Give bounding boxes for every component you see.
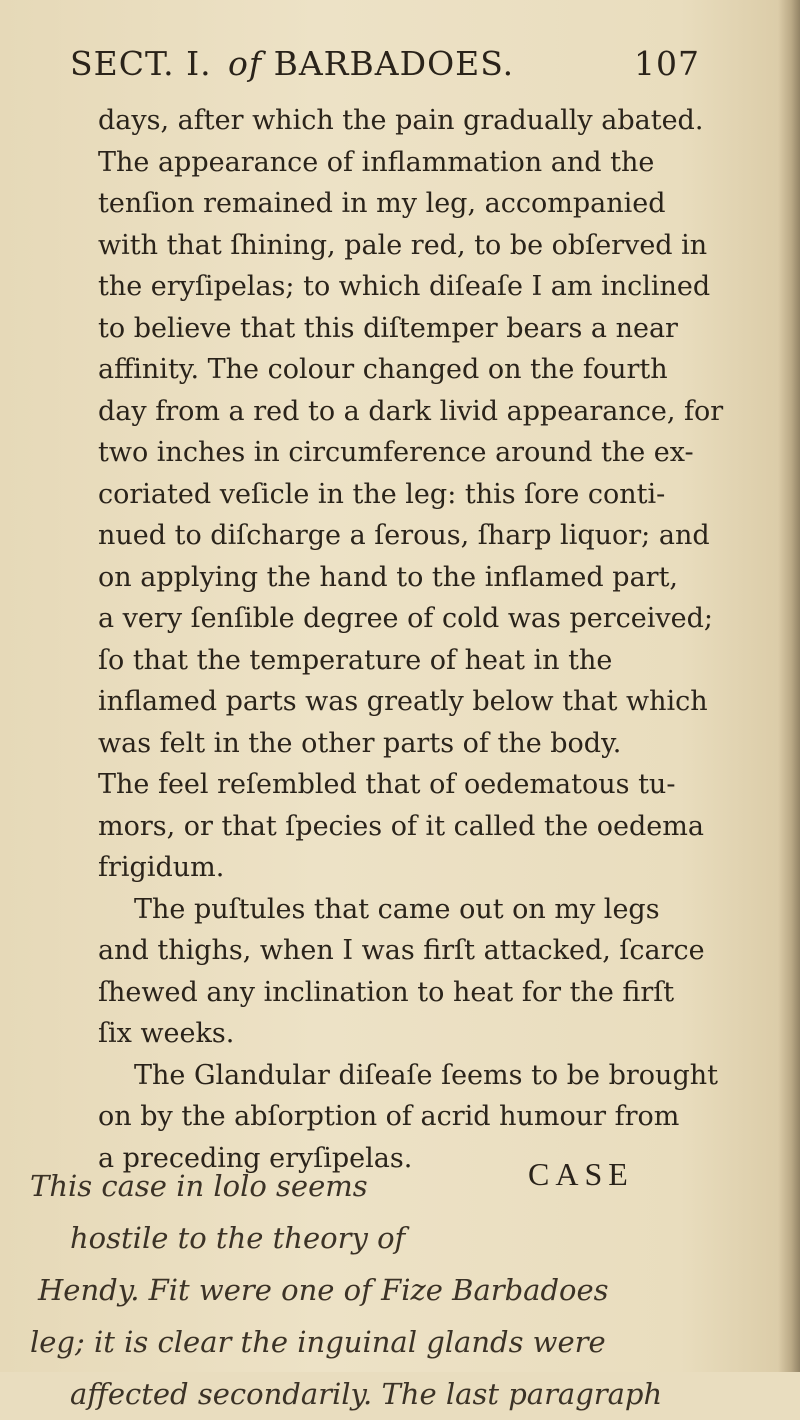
running-header xyxy=(70,36,740,86)
running-title xyxy=(228,44,514,83)
page-number: 107 xyxy=(634,44,700,83)
text-line: to believe that this diſtemper bears a near xyxy=(98,312,678,344)
title-text: BARBADOES. xyxy=(273,44,515,83)
text-line: and thighs, when I was firſt attacked, ſcarce xyxy=(98,935,705,966)
text-line: ſo that the temperature of heat in the xyxy=(98,644,613,676)
body-text xyxy=(98,100,724,1179)
text-line: two inches in circumference around the ex- xyxy=(98,437,694,468)
text-line: inflamed parts was greatly below that which xyxy=(98,686,708,717)
handwriting-line: hostile to the theory of xyxy=(70,1221,406,1255)
text-line: was felt in the other parts of the body. xyxy=(98,727,622,759)
text-line: The Glandular diſeaſe ſeems to be brought xyxy=(134,1059,718,1091)
text-line: frigidum. xyxy=(98,852,225,883)
handwriting-line: Hendy. Fit were one of Fize Barbadoes xyxy=(38,1273,609,1307)
text-line: affinity. The colour changed on the fourth xyxy=(98,354,668,385)
text-line: coriated veſicle in the leg: this ſore conti- xyxy=(98,478,666,510)
text-line: on applying the hand to the inflamed part, xyxy=(98,561,678,593)
text-line: a preceding eryſipelas. xyxy=(98,1142,413,1174)
text-line: tenſion remained in my leg, accompanied xyxy=(98,188,666,219)
text-line: on by the abſorption of acrid humour from xyxy=(98,1101,680,1132)
handwriting-line: affected secondarily. The last paragraph xyxy=(70,1377,663,1411)
text-line: a very ſenſible degree of cold was perceived; xyxy=(98,603,713,634)
text-line: ſhewed any inclination to heat for the firſt xyxy=(98,976,675,1008)
text-line: mors, or that ſpecies of it called the oedema xyxy=(98,810,704,842)
text-line: The appearance of inflammation and the xyxy=(98,146,655,178)
handwriting-line: This case in lolo seems xyxy=(30,1169,368,1203)
section-label: SECT. I. xyxy=(70,44,212,83)
text-line: day from a red to a dark livid appearance, for xyxy=(98,395,724,427)
text-line: nued to diſcharge a ſerous, ſharp liquor; and xyxy=(98,520,710,551)
text-line: with that ſhining, pale red, to be obſerved in xyxy=(98,229,708,261)
text-line: The puſtules that came out on my legs xyxy=(134,893,660,925)
title-prefix: of xyxy=(228,44,263,83)
handwriting-line: leg; it is clear the inguinal glands were xyxy=(30,1325,606,1359)
text-line: days, after which the pain gradually abated. xyxy=(98,105,704,136)
text-line: the eryſipelas; to which diſeaſe I am inclined xyxy=(98,271,711,302)
handwritten-annotation xyxy=(30,1160,790,1420)
text-line: ſix weeks. xyxy=(98,1018,235,1049)
case-heading: CASE xyxy=(528,1156,634,1192)
text-line: The feel reſembled that of oedematous tu- xyxy=(98,769,676,800)
